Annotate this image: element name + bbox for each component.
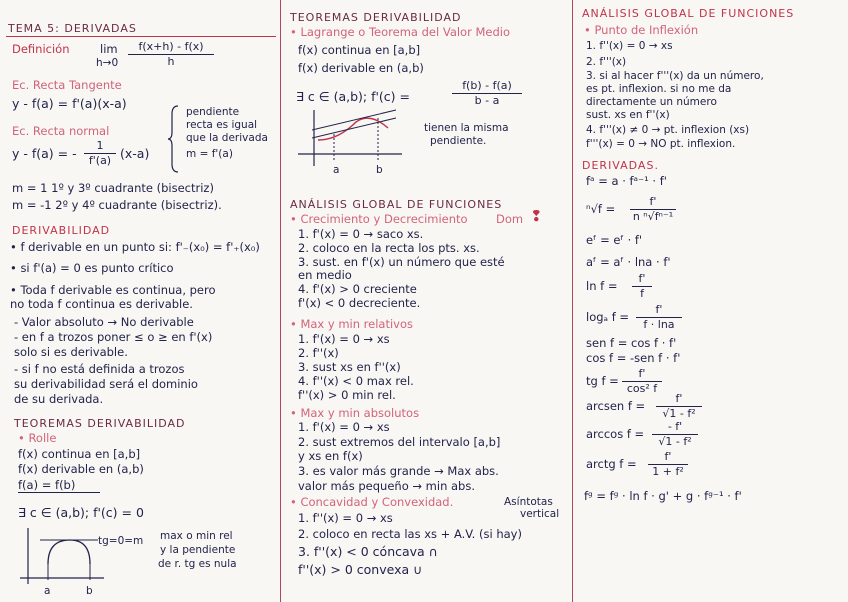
fraction-log-den: f · lna: [643, 318, 675, 331]
inflexion-line: es pt. inflexion. si no me da: [586, 83, 732, 95]
rolle-underline: [18, 492, 100, 493]
definition-fraction: [128, 41, 214, 68]
concavity-title: • Concavidad y Convexidad.: [290, 495, 454, 509]
maxmin-abs-line: valor más pequeño → min abs.: [298, 479, 476, 493]
deriv-line: • si f'(a) = 0 es punto crítico: [10, 261, 174, 275]
growth-dom: Dom: [496, 212, 524, 226]
derivatives-title: DERIVADAS.: [582, 159, 659, 172]
column-divider-1: [280, 0, 281, 602]
rolle-note: y la pendiente: [160, 544, 236, 556]
fraction-ln-num: f': [638, 272, 646, 285]
maxmin-rel-line: 3. sust xs en f''(x): [298, 360, 401, 374]
growth-line: f'(x) < 0 decreciente.: [298, 296, 421, 310]
deriv-line: • f derivable en un punto si: f'₋(x₀) = f'₊(x₀): [10, 240, 260, 254]
inflexion-line: 3. si al hacer f'''(x) da un número,: [586, 70, 764, 82]
definition-label: Definición: [12, 42, 70, 56]
formula-power: fᵃ = a · fᵃ⁻¹ · f': [586, 174, 667, 188]
lagrange-note: pendiente.: [430, 135, 487, 147]
formula-exp: eᶠ = eᶠ · f': [586, 233, 643, 247]
concavity-asint: Asíntotas: [504, 496, 553, 508]
title-underline: [6, 36, 276, 37]
maxmin-rel-line: 1. f'(x) = 0 → xs: [298, 332, 390, 346]
lagrange-num: f(b) - f(a): [462, 79, 512, 92]
growth-line: 3. sust. en f'(x) un número que esté: [298, 255, 505, 269]
maxmin-abs-line: 2. sust extremos del intervalo [a,b]: [298, 435, 501, 449]
lagrange-axis-b: b: [376, 164, 383, 176]
fraction-log-num: f': [655, 303, 663, 316]
fraction-arctg: [648, 451, 688, 478]
inflexion-line: sust. xs en f''(x): [586, 109, 670, 121]
formula-arccos: arccos f =: [586, 427, 645, 441]
growth-line: en medio: [298, 268, 352, 282]
maxmin-abs-line: 3. es valor más grande → Max abs.: [298, 464, 499, 478]
theorems-title-2: TEOREMAS DERIVABILIDAD: [290, 11, 462, 24]
inflexion-title: • Punto de Inflexión: [584, 23, 699, 37]
concavity-line: f''(x) > 0 convexa ∪: [298, 562, 423, 577]
maxmin-abs-line: 1. f'(x) = 0 → xs: [298, 420, 390, 434]
normal-title: Ec. Recta normal: [12, 124, 110, 138]
normal-eq-right: (x-a): [120, 146, 150, 161]
def-lim: lim: [100, 42, 118, 56]
deriv-line: solo si es derivable.: [14, 345, 128, 359]
fraction-arcsen-den: √1 - f²: [662, 407, 696, 420]
formula-log: logₐ f =: [586, 310, 630, 324]
def-den: h: [167, 55, 175, 68]
normal-frac-num: 1: [96, 139, 104, 152]
lagrange-fraction: [452, 80, 522, 107]
growth-line: 4. f'(x) > 0 creciente: [298, 282, 417, 296]
rolle-title: • Rolle: [18, 431, 57, 445]
lagrange-axis-a: a: [333, 164, 340, 176]
lagrange-conclusion: ∃ c ∈ (a,b); f'(c) =: [296, 89, 410, 104]
formula-af: aᶠ = aᶠ · lna · f': [586, 255, 671, 269]
deriv-line: - si f no está definida a trozos: [14, 362, 185, 376]
slope-m1: m = 1 1º y 3º cuadrante (bisectriz): [12, 181, 214, 195]
growth-line: 2. coloco en la recta los pts. xs.: [298, 241, 480, 255]
maxmin-abs-title: • Max y min absolutos: [290, 406, 420, 420]
rolle-note: max o min rel: [160, 530, 233, 542]
concavity-asint: vertical: [520, 508, 560, 520]
maxmin-rel-line: 4. f''(x) < 0 max rel.: [298, 374, 414, 388]
formula-sen: sen f = cos f · f': [586, 336, 677, 350]
def-num: f(x+h) - f(x): [138, 40, 204, 53]
analysis-title: ANÁLISIS GLOBAL DE FUNCIONES: [290, 198, 503, 211]
tangent-title: Ec. Recta Tangente: [12, 78, 122, 92]
formula-root: ⁿ√f =: [586, 202, 616, 216]
concavity-line: 1. f''(x) = 0 → xs: [298, 511, 393, 525]
fraction-ln: [632, 273, 652, 300]
brace-line-3: que la derivada: [186, 132, 268, 144]
deriv-line: su derivabilidad será el dominio: [14, 377, 198, 391]
formula-tg: tg f =: [586, 374, 619, 388]
fraction-tg: [622, 368, 662, 395]
brace-line-4: m = f'(a): [186, 148, 233, 160]
slope-m2: m = -1 2º y 4º cuadrante (bisectriz).: [12, 198, 222, 212]
formula-fg: fᵍ = fᵍ · ln f · g' + g · fᵍ⁻¹ · f': [584, 489, 742, 503]
formula-ln: ln f =: [586, 279, 618, 293]
lagrange-graph: [298, 110, 408, 174]
normal-eq-left: y - f(a) = -: [12, 146, 77, 161]
normal-frac-den: f'(a): [88, 154, 112, 167]
deriv-line: • Toda f derivable es continua, pero: [10, 283, 216, 297]
fraction-root: [630, 196, 676, 223]
deriv-line: - Valor absoluto → No derivable: [14, 315, 194, 329]
rolle-tg: tg=0=m: [98, 535, 144, 547]
rolle-axis-a: a: [44, 585, 51, 597]
inflexion-line: 2. f'''(x): [586, 56, 627, 68]
fraction-log: [636, 304, 682, 331]
growth-title: • Crecimiento y Decrecimiento: [290, 212, 468, 226]
analysis-title-2: ANÁLISIS GLOBAL DE FUNCIONES: [582, 7, 795, 20]
maxmin-rel-title: • Max y min relativos: [290, 317, 414, 331]
fraction-ln-den: f: [640, 287, 644, 300]
fraction-tg-num: f': [638, 367, 646, 380]
concavity-line: 2. coloco en recta las xs + A.V. (si hay): [298, 527, 522, 541]
brace-line-2: recta es igual: [186, 119, 258, 131]
deriv-line: - en f a trozos poner ≤ o ≥ en f'(x): [14, 330, 213, 344]
fraction-arcsen: [656, 393, 702, 420]
inflexion-line: 1. f''(x) = 0 → xs: [586, 40, 673, 52]
inflexion-line: f'''(x) = 0 → NO pt. inflexion.: [586, 138, 736, 150]
formula-cos: cos f = -sen f · f': [586, 351, 681, 365]
fraction-root-num: f': [649, 195, 657, 208]
normal-fraction: [84, 140, 116, 167]
fraction-arccos-num: - f': [667, 420, 683, 433]
fraction-tg-den: cos² f: [626, 382, 658, 395]
inflexion-line: directamente un número: [586, 96, 717, 108]
derivability-title: DERIVABILIDAD: [12, 224, 111, 237]
fraction-arctg-num: f': [664, 450, 672, 463]
fraction-arctg-den: 1 + f²: [652, 465, 684, 478]
maxmin-rel-line: 2. f''(x): [298, 346, 339, 360]
formula-arctg: arctg f =: [586, 457, 637, 471]
fraction-arcsen-num: f': [675, 392, 683, 405]
lagrange-den: b - a: [474, 94, 500, 107]
maxmin-rel-line: f''(x) > 0 min rel.: [298, 388, 396, 402]
def-lim-sub: h→0: [96, 57, 119, 69]
column-divider-2: [572, 0, 573, 602]
fraction-arccos: [652, 421, 698, 448]
concavity-line: 3. f''(x) < 0 cóncava ∩: [298, 544, 438, 559]
deriv-line: de su derivada.: [14, 392, 104, 406]
page-title: TEMA 5: DERIVADAS: [8, 22, 137, 35]
rolle-line: f(x) continua en [a,b]: [18, 447, 141, 461]
formula-arcsen: arcsen f =: [586, 399, 646, 413]
lagrange-line: f(x) continua en [a,b]: [298, 43, 421, 57]
inflexion-line: 4. f'''(x) ≠ 0 → pt. inflexion (xs): [586, 124, 750, 136]
lagrange-line: f(x) derivable en (a,b): [298, 61, 424, 75]
theorems-title: TEOREMAS DERIVABILIDAD: [14, 417, 186, 430]
lagrange-note: tienen la misma: [424, 122, 509, 134]
growth-line: 1. f'(x) = 0 → saco xs.: [298, 227, 424, 241]
rolle-line: f(x) derivable en (a,b): [18, 462, 144, 476]
fraction-arccos-den: √1 - f²: [658, 435, 692, 448]
curly-brace: [168, 104, 180, 174]
alert-icon: ❢: [530, 207, 543, 225]
rolle-conclusion: ∃ c ∈ (a,b); f'(c) = 0: [18, 505, 144, 520]
rolle-line: f(a) = f(b): [18, 478, 76, 492]
maxmin-abs-line: y xs en f(x): [298, 449, 363, 463]
rolle-note: de r. tg es nula: [158, 558, 237, 570]
lagrange-title: • Lagrange o Teorema del Valor Medio: [290, 25, 511, 39]
fraction-root-den: n ⁿ√fⁿ⁻¹: [632, 210, 674, 223]
rolle-axis-b: b: [86, 585, 93, 597]
deriv-line: no toda f continua es derivable.: [10, 297, 193, 311]
tangent-eq: y - f(a) = f'(a)(x-a): [12, 96, 127, 111]
rolle-graph: [20, 528, 110, 590]
brace-line-1: pendiente: [186, 106, 240, 118]
